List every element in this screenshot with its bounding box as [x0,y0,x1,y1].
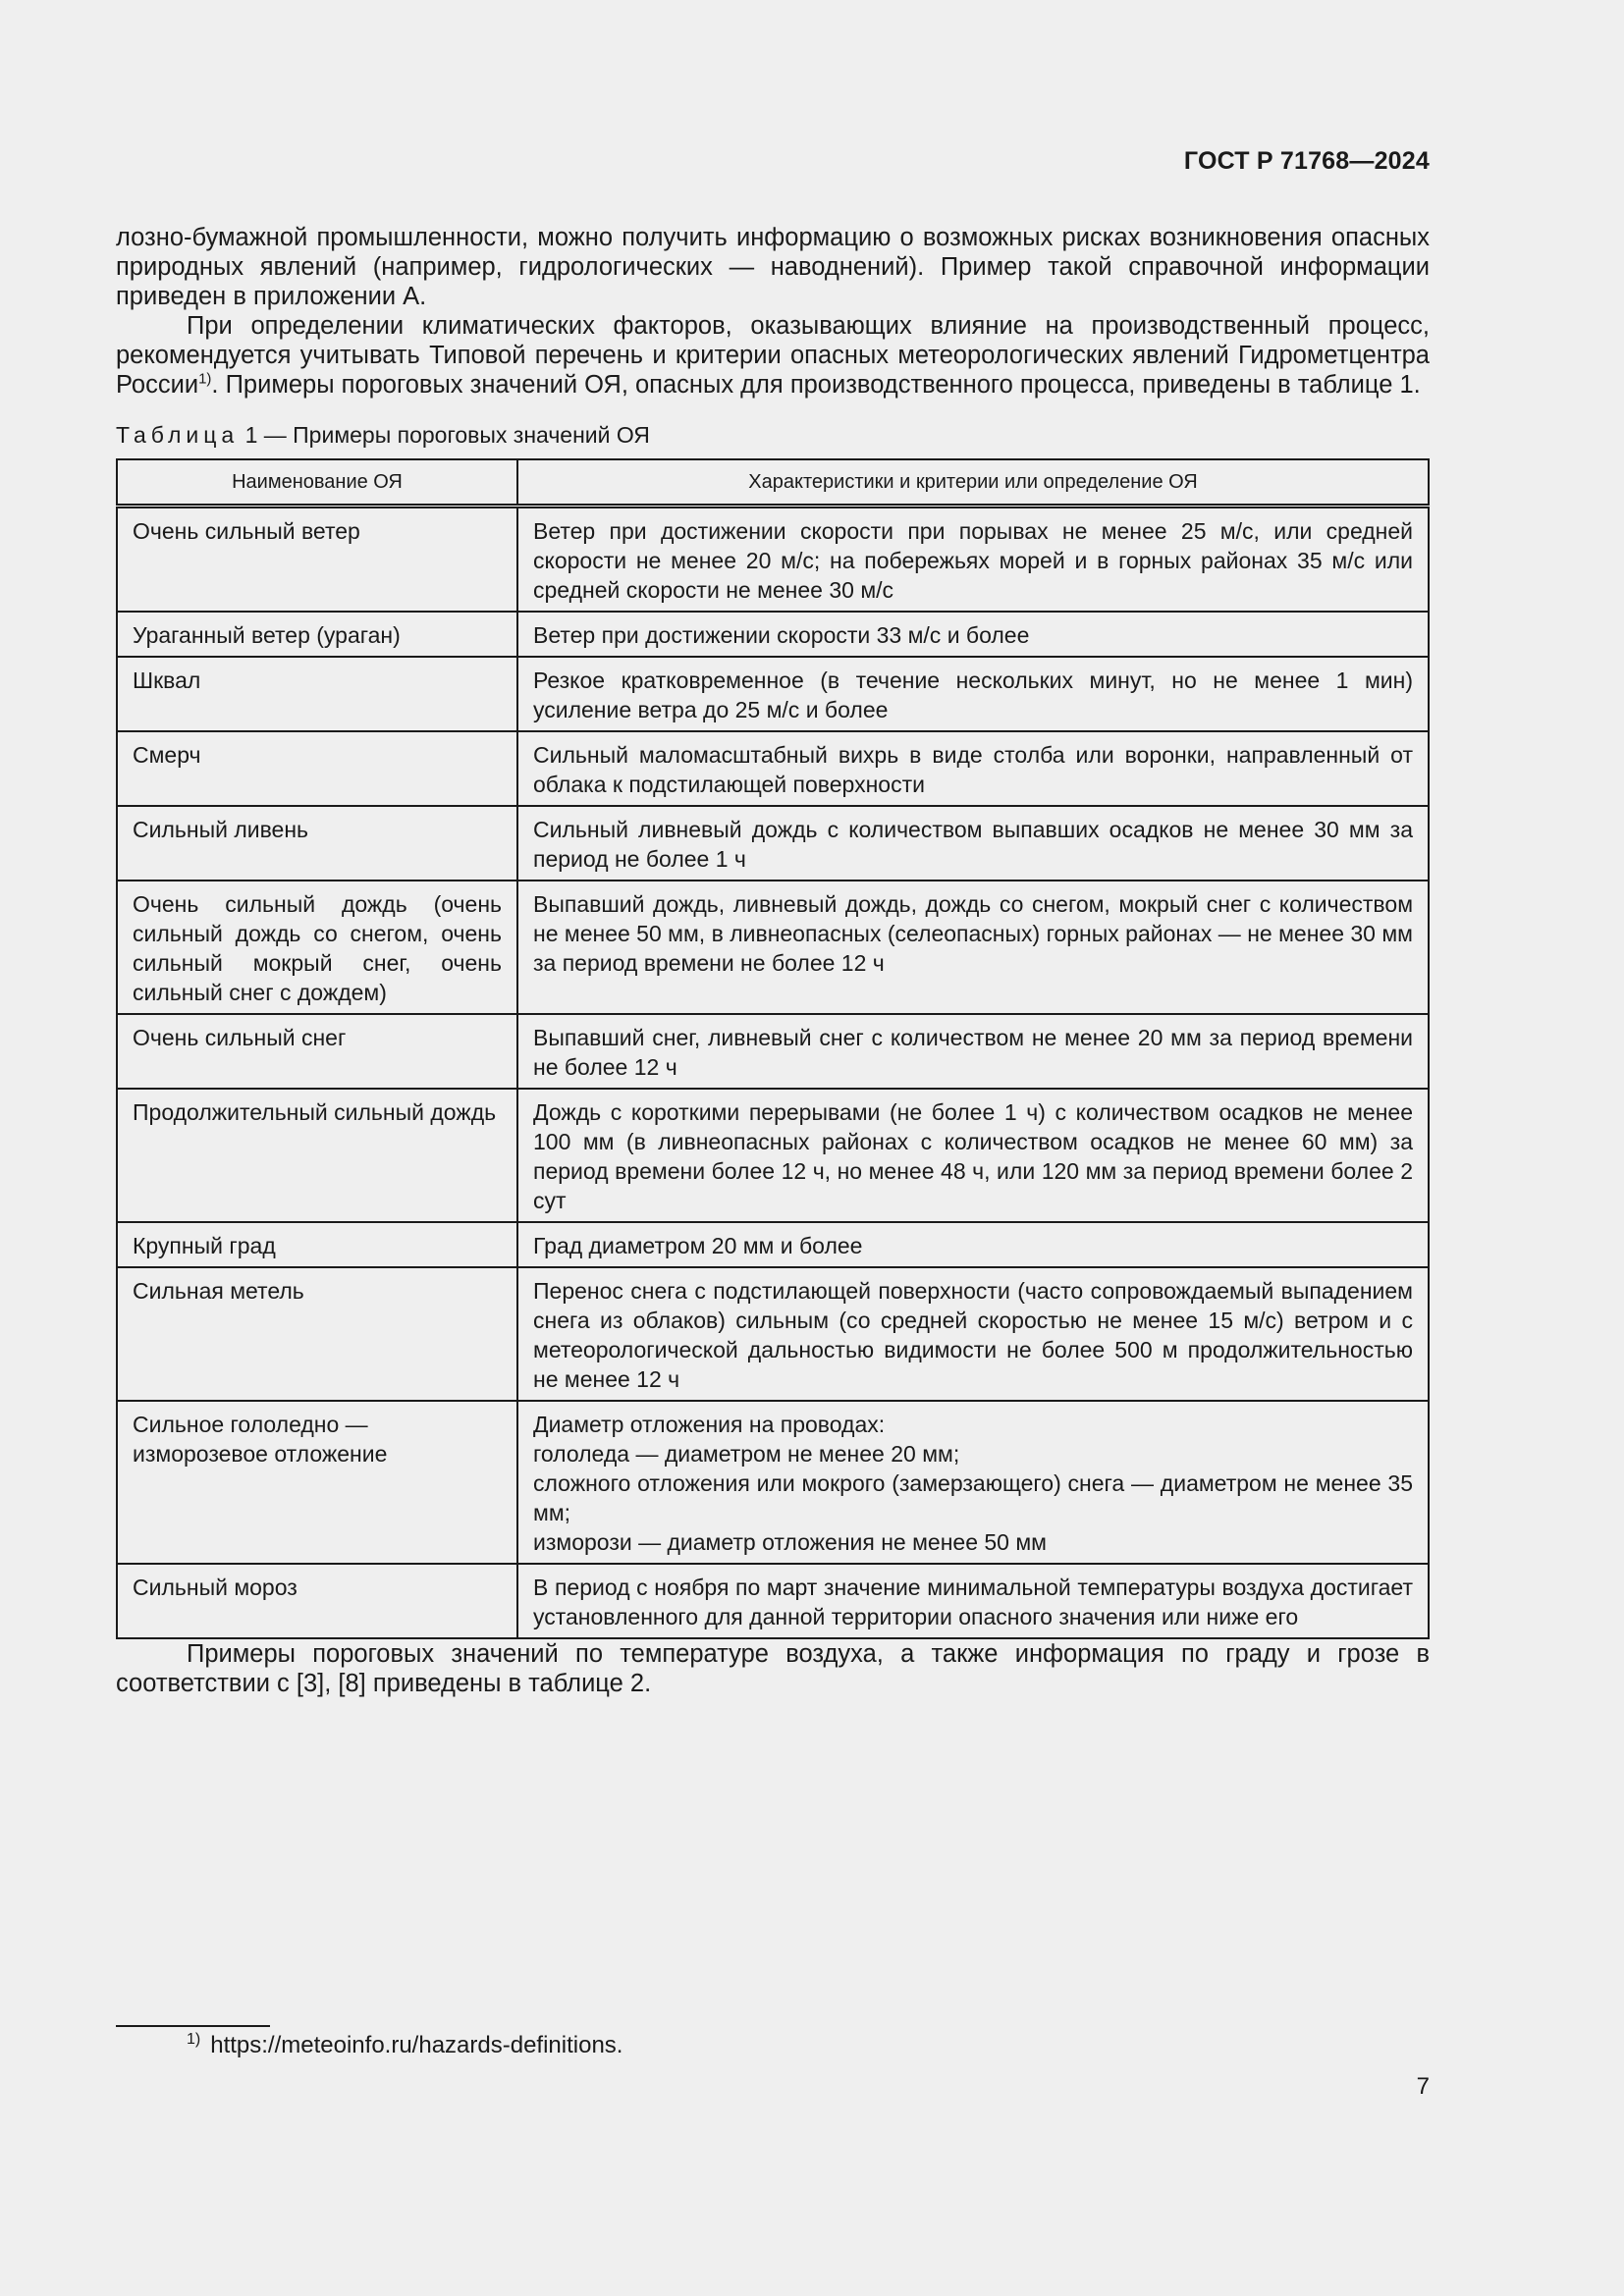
hazard-name: Крупный град [117,1222,517,1267]
criteria-line: изморози — диаметр отложения не менее 50 мм [533,1529,1047,1555]
paragraph-text: . Примеры пороговых значений ОЯ, опасных для производственного процесса, приведены в таблице 1. [211,371,1421,399]
table-row [117,612,1429,657]
hazard-criteria: Ветер при достижении скорости при порывах не менее 25 м/с, или средней скорости не менее 20 м/с; на побережьях морей и в горных районах 35 м/с или средней скорости не менее 30 м/с [517,507,1429,613]
paragraph-text: При определении климатических факторов, оказывающих влияние на производственный процесс, рекомендуется учитывать Типовой перечень и критерии опасных метеорологических явлений Гидрометцентра России [116,312,1430,399]
hazard-name: Смерч [117,731,517,806]
column-header-name: Наименование ОЯ [117,459,517,507]
hazard-criteria: Сильный маломасштабный вихрь в виде столба или воронки, направленный от облака к подстилающей поверхности [517,731,1429,806]
table-caption-word: Таблица [116,422,240,448]
footnote-ref[interactable]: 1) [198,370,212,388]
hazard-name: Очень сильный ветер [117,507,517,613]
table-row [117,657,1429,731]
table-header-row [117,459,1429,507]
hazard-criteria [517,1401,1429,1564]
column-header-criteria: Характеристики и критерии или определение ОЯ [517,459,1429,507]
hazard-criteria: Град диаметром 20 мм и более [517,1222,1429,1267]
hazard-criteria: В период с ноября по март значение минимальной температуры воздуха достигает установленного для данной территории опасного значения или ниже его [517,1564,1429,1638]
hazard-name: Очень сильный снег [117,1014,517,1089]
footnote-marker: 1) [187,2031,201,2048]
table-row [117,1267,1429,1401]
main-content [116,223,1430,1698]
hazard-criteria: Резкое кратковременное (в течение нескольких минут, но не менее 1 мин) усиление ветра до 25 м/с и более [517,657,1429,731]
hazard-name: Шквал [117,657,517,731]
hazard-table [116,458,1430,1639]
table-row [117,1089,1429,1222]
hazard-criteria: Дождь с короткими перерывами (не более 1 ч) с количеством осадков не менее 100 мм (в ливнеопасных районах с количеством осадков не менее 60 мм) за период времени более 12 ч, но менее 48 ч, или 120 мм за период времени более 2 сут [517,1089,1429,1222]
footnote-link[interactable]: https://meteoinfo.ru/hazards-definitions. [210,2032,623,2058]
criteria-line: сложного отложения или мокрого (замерзающего) снега — диаметром не менее 35 мм; [533,1470,1413,1525]
footnote-separator [116,2025,270,2027]
table-row [117,1014,1429,1089]
table-row [117,1401,1429,1564]
paragraph-table2-ref: Примеры пороговых значений по температуре воздуха, а также информация по граду и грозе в соответствии с [3], [8] приведены в таблице 2. [116,1640,1430,1697]
paragraph-climate-factors [116,311,1430,400]
hazard-criteria: Выпавший снег, ливневый снег с количеством не менее 20 мм за период времени не более 12 ч [517,1014,1429,1089]
hazard-criteria: Ветер при достижении скорости 33 м/с и более [517,612,1429,657]
hazard-name: Очень сильный дождь (очень сильный дождь со снегом, очень сильный мокрый снег, очень сильный снег с дождем) [117,881,517,1014]
hazard-name: Сильная метель [117,1267,517,1401]
table-row [117,881,1429,1014]
page-number: 7 [1416,2073,1430,2100]
hazard-criteria: Выпавший дождь, ливневый дождь, дождь со снегом, мокрый снег с количеством не менее 50 мм, в ливнеопасных (селеопасных) горных районах — не менее 30 мм за период времени не более 12 ч [517,881,1429,1014]
table-row [117,507,1429,613]
table-row [117,731,1429,806]
table-caption-text: 1 — Примеры пороговых значений ОЯ [244,422,650,448]
document-header: ГОСТ Р 71768—2024 [1183,147,1430,175]
criteria-line: гололеда — диаметром не менее 20 мм; [533,1441,960,1467]
table-caption [116,421,1430,449]
criteria-line: Диаметр отложения на проводах: [533,1412,886,1437]
table-row [117,1564,1429,1638]
hazard-name: Сильный мороз [117,1564,517,1638]
footnote [187,2032,623,2059]
hazard-criteria: Сильный ливневый дождь с количеством выпавших осадков не менее 30 мм за период не более 1 ч [517,806,1429,881]
hazard-criteria: Перенос снега с подстилающей поверхности (часто сопровождаемый выпадением снега из облаков) сильным (со средней скоростью не менее 15 м/с) ветром и с метеорологической дальностью видимости не более 500 м продолжительностью не менее 12 ч [517,1267,1429,1401]
hazard-name: Продолжительный сильный дождь [117,1089,517,1222]
paragraph-intro: лозно-бумажной промышленности, можно получить информацию о возможных рисках возникновения опасных природных явлений (например, гидрологических — наводнений). Пример такой справочной информации приведен в приложении А. [116,224,1430,310]
hazard-name: Сильное гололедно — изморозевое отложение [117,1401,517,1564]
table-row [117,806,1429,881]
table-row [117,1222,1429,1267]
hazard-name: Ураганный ветер (ураган) [117,612,517,657]
hazard-name: Сильный ливень [117,806,517,881]
